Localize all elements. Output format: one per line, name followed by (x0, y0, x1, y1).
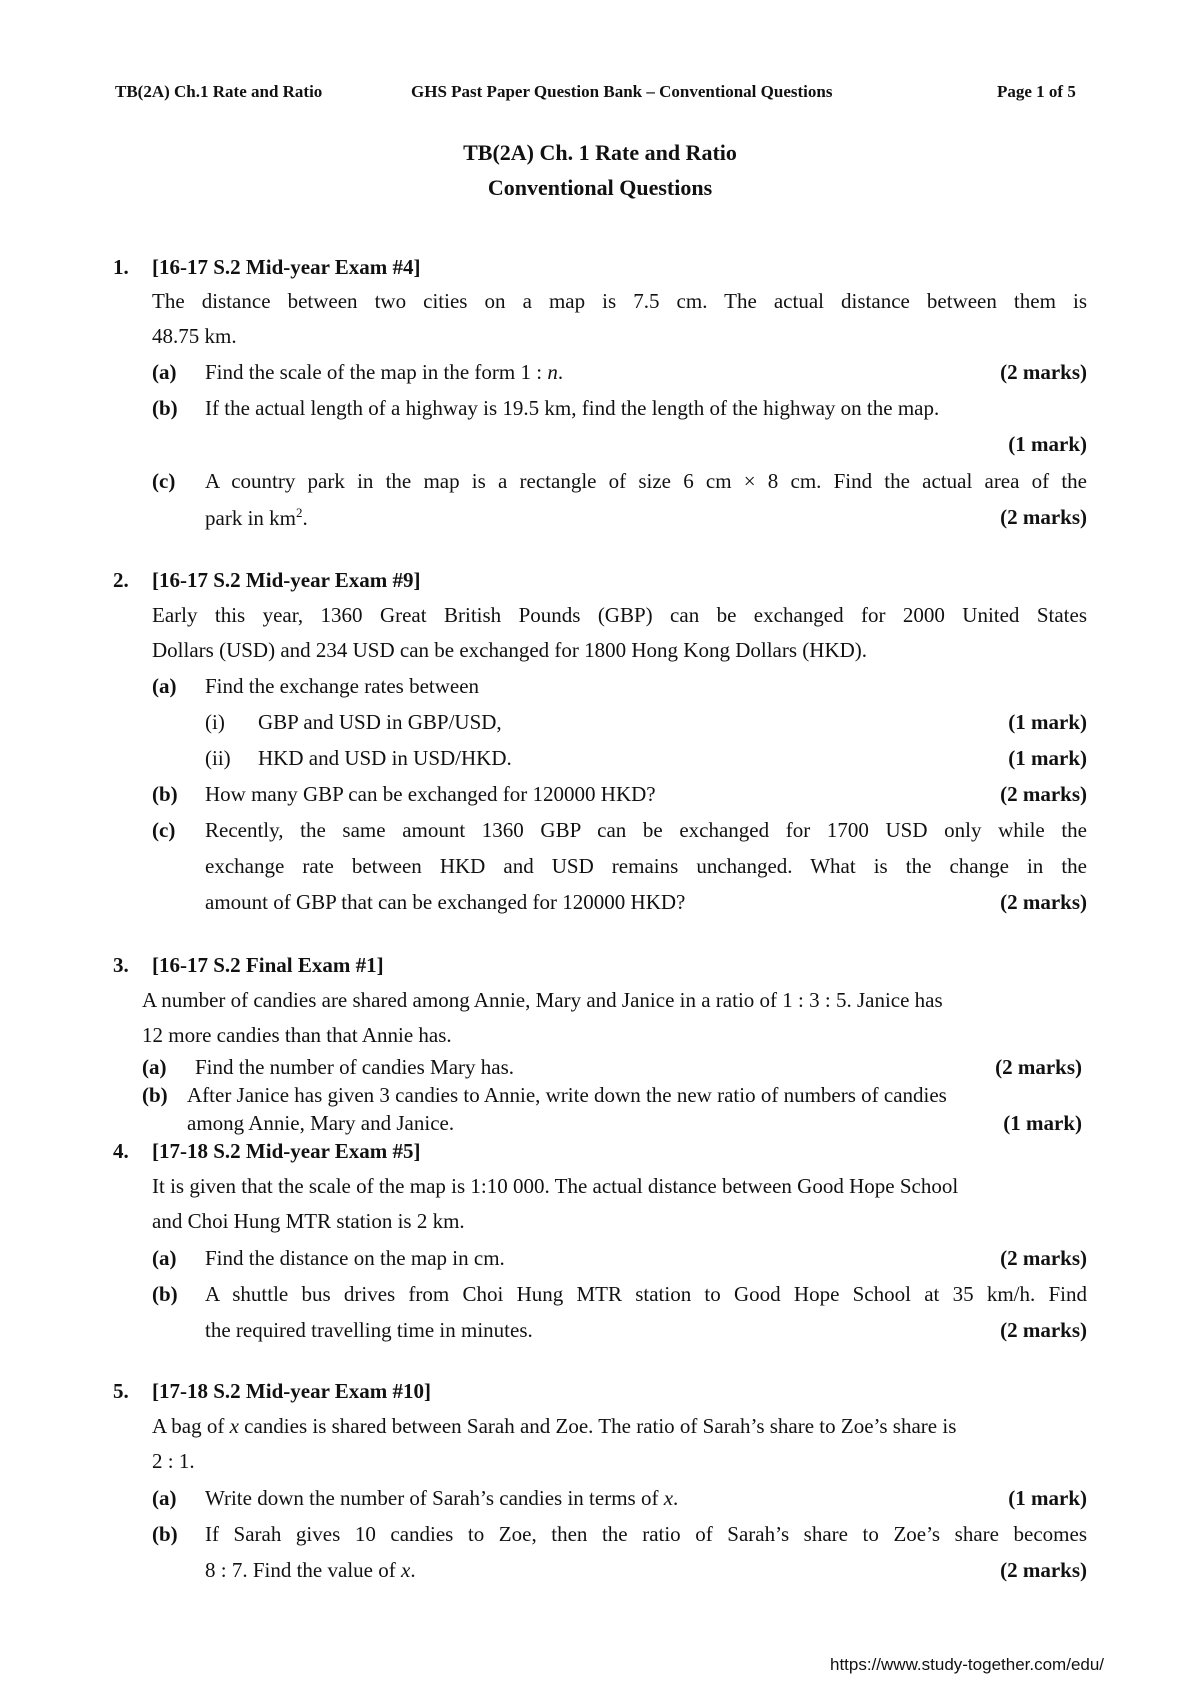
marks: (2 marks) (995, 1055, 1082, 1079)
part-label: (a) (152, 360, 177, 384)
part-text: A country park in the map is a rectangle of size 6 cm × 8 cm. Find the actual area of the (205, 469, 1087, 493)
part-text: A shuttle bus drives from Choi Hung MTR station to Good Hope School at 35 km/h. Find (205, 1282, 1087, 1306)
question-number: 3. (113, 953, 129, 977)
header-left: TB(2A) Ch.1 Rate and Ratio (115, 82, 323, 101)
question-text: The distance between two cities on a map is 7.5 cm. The actual distance between them is (152, 289, 1087, 313)
question-number: 5. (113, 1379, 129, 1403)
part-text: Recently, the same amount 1360 GBP can be exchanged for 1700 USD only while the (205, 818, 1087, 842)
part-label: (b) (152, 1522, 178, 1546)
part-label: (c) (152, 818, 176, 842)
question-text: and Choi Hung MTR station is 2 km. (152, 1209, 465, 1233)
marks: (2 marks) (1000, 890, 1087, 914)
part-label: (c) (152, 469, 176, 493)
part-text: After Janice has given 3 candies to Annie, write down the new ratio of numbers of candies (187, 1083, 947, 1107)
marks: (2 marks) (1000, 1318, 1087, 1342)
part-label: (b) (152, 396, 178, 420)
part-label: (a) (142, 1055, 167, 1079)
question-number: 1. (113, 255, 129, 279)
part-text: How many GBP can be exchanged for 120000 HKD? (205, 782, 656, 806)
part-label: (b) (152, 782, 178, 806)
part-text: If Sarah gives 10 candies to Zoe, then the ratio of Sarah’s share to Zoe’s share becomes (205, 1522, 1087, 1546)
question-source: [16-17 S.2 Mid-year Exam #9] (152, 568, 421, 592)
part-text: exchange rate between HKD and USD remains unchanged. What is the change in the (205, 854, 1087, 878)
question-text: A bag of x candies is shared between Sarah and Zoe. The ratio of Sarah’s share to Zoe’s share is (152, 1414, 957, 1438)
subpart-label: (ii) (205, 746, 231, 770)
question-text: 12 more candies than that Annie has. (142, 1023, 452, 1047)
marks: (1 mark) (1008, 710, 1087, 734)
part-text: Find the scale of the map in the form 1 : n. (205, 360, 564, 384)
marks: (2 marks) (1000, 1246, 1087, 1270)
part-text: Find the distance on the map in cm. (205, 1246, 505, 1270)
question-text: 2 : 1. (152, 1449, 195, 1473)
part-label: (a) (152, 1246, 177, 1270)
marks: (1 mark) (1003, 1111, 1082, 1135)
question-text: 48.75 km. (152, 324, 237, 348)
question-source: [17-18 S.2 Mid-year Exam #5] (152, 1139, 421, 1163)
marks: (1 mark) (1008, 1486, 1087, 1510)
marks: (1 mark) (1008, 746, 1087, 770)
part-text: amount of GBP that can be exchanged for 120000 HKD? (205, 890, 686, 914)
part-text: If the actual length of a highway is 19.5 km, find the length of the highway on the map. (205, 396, 940, 420)
question-source: [17-18 S.2 Mid-year Exam #10] (152, 1379, 431, 1403)
header-middle: GHS Past Paper Question Bank – Conventional Questions (411, 82, 833, 101)
part-label: (a) (152, 1486, 177, 1510)
subpart-text: GBP and USD in GBP/USD, (258, 710, 502, 734)
question-source: [16-17 S.2 Final Exam #1] (152, 953, 384, 977)
marks: (2 marks) (1000, 505, 1087, 529)
part-text: Find the exchange rates between (205, 674, 480, 698)
marks: (2 marks) (1000, 360, 1087, 384)
part-label: (b) (142, 1083, 168, 1107)
footer-url[interactable]: https://www.study-together.com/edu/ (830, 1655, 1105, 1674)
question-text: A number of candies are shared among Annie, Mary and Janice in a ratio of 1 : 3 : 5. Janice has (142, 988, 943, 1012)
question-source: [16-17 S.2 Mid-year Exam #4] (152, 255, 421, 279)
subpart-label: (i) (205, 710, 225, 734)
part-text: park in $km^2$. (205, 505, 308, 530)
subpart-text: HKD and USD in USD/HKD. (258, 746, 512, 770)
page-title: TB(2A) Ch. 1 Rate and Ratio (463, 140, 737, 165)
question-number: 2. (113, 568, 129, 592)
part-label: (a) (152, 674, 177, 698)
part-label: (b) (152, 1282, 178, 1306)
part-text: the required travelling time in minutes. (205, 1318, 533, 1342)
marks: (1 mark) (1008, 432, 1087, 456)
header-page-number: Page 1 of 5 (997, 82, 1076, 101)
marks: (2 marks) (1000, 782, 1087, 806)
question-text: Early this year, 1360 Great British Pounds (GBP) can be exchanged for 2000 United States (152, 603, 1087, 627)
part-text: 8 : 7. Find the value of x. (205, 1558, 416, 1582)
part-text: among Annie, Mary and Janice. (187, 1111, 455, 1135)
part-text: Find the number of candies Mary has. (195, 1055, 515, 1079)
part-text: Write down the number of Sarah’s candies in terms of x. (205, 1486, 679, 1510)
page-subtitle: Conventional Questions (487, 175, 713, 200)
marks: (2 marks) (1000, 1558, 1087, 1582)
question-number: 4. (113, 1139, 129, 1163)
question-text: It is given that the scale of the map is 1:10 000. The actual distance between Good Hope School (152, 1174, 959, 1198)
question-text: Dollars (USD) and 234 USD can be exchanged for 1800 Hong Kong Dollars (HKD). (152, 638, 868, 662)
